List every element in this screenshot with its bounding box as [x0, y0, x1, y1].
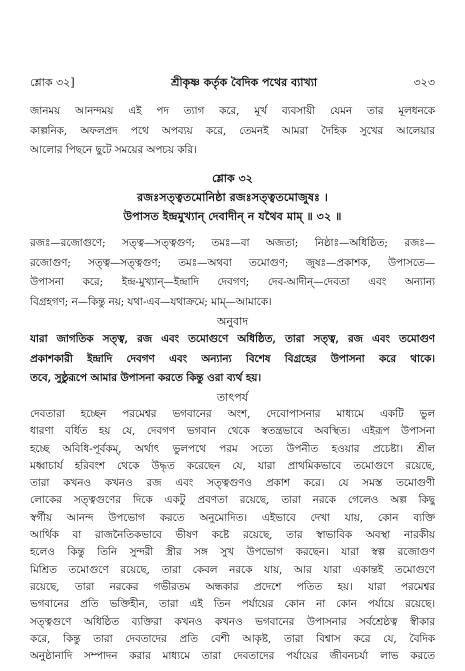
text-line: ধারণা বর্ধিত হয় যে, দেবগণ ভগবান থেকে স্বতন্ত্রভাবে অবস্থিত। এইরূপ উপাসনা [30, 425, 435, 438]
purport-heading: তাৎপর্য [216, 391, 249, 404]
text-line: আর্থিক বা রাজনৈতিকভাবে ভীষণ কষ্টে রয়েছে, তার স্বাভাবিক অবস্থা নারকীয় [30, 529, 435, 542]
text-line: মিশ্রিত তমোগুণে রয়েছে, তারা কেবল নরকে যায়, আর যারা একান্তই তমোগুণে [30, 563, 435, 576]
header-title: শ্রীকৃষ্ণ কর্তৃক বৈদিক পথের ব্যাখ্যা [171, 76, 318, 89]
text-line: তবে, সুষ্ঠুরূপে আমার উপাসনা করতে কিন্তু ওরা ব্যর্থ হয়। [30, 372, 262, 384]
text-line: দেবতারা হচ্ছেন পরমেশ্বর ভগবানের অংশ, দেবোপাসনার মাধ্যমে একটি ভুল [30, 408, 435, 420]
text-line: মধ্বাচার্য হরিবংশ থেকে উদ্ধৃত করেছেন যে, যারা প্রাথমিকভাবে তমোগুণে রয়েছে, [30, 459, 435, 472]
text-line: অনুষ্ঠানাদি সম্পাদন করার মাধ্যমে তারা দেবতাদের পর্যায়ের জীবনচর্যা লাভ করতে [30, 650, 435, 663]
text-line: উপাসনা করে; ইন্দ্র-মুখ্যান্—ইন্দ্রাদি দেবগণ; দেব-আদীন্—দেবতা এবং অন্যান্য [30, 276, 435, 288]
text-line: জানময় আনন্দময় এই পদ ত্যাগ করে, মূর্খ ব্যবসায়ী যেমন তার মূলধনকে [30, 105, 435, 117]
synonyms-paragraph [30, 234, 435, 312]
intro-paragraph [30, 102, 435, 161]
text-line: রয়েছে, তারা নরকের গভীরতম অন্ধকার প্রদেশে পতিত হয়। যারা পরমেশ্বর [30, 580, 435, 593]
text-line: সত্ত্বগুণে অধিষ্ঠিত ব্যক্তিরা কখনও কখনও ভগবানের উপাসনার সর্বশ্রেষ্ঠত্ব স্বীকার [30, 615, 435, 628]
text-line: স্বর্গীয় আনন্দ উপভোগ করতে অনুমোদিত। এইভাবে দেখা যায়, কোন ব্যক্তি [30, 511, 435, 524]
text-line: তারা কখনও কখনও রজ এবং সত্ত্বগুণও প্রকাশ করে। যে সমস্ত তমোগুণী [30, 477, 435, 490]
text-line: হলেও কিন্তু তিনি সুন্দরী স্ত্রীর সঙ্গ সুখ উপভোগ করছেন। যারা স্বল্প রজোগুণ [30, 546, 435, 559]
translation-heading: অনুবাদ [216, 315, 249, 328]
verse-line: রজঃসত্ত্বতমোনিষ্ঠা রজঃসত্ত্বতমোজুষঃ । [137, 190, 328, 204]
page-number: ৩২৩ [413, 76, 435, 89]
verse-heading: শ্লোক ৩২ [212, 172, 253, 185]
text-line: রজোগুণ; সত্ত্ব—সত্ত্বগুণ; তমঃ—অথবা তমোগুণ; জুষঃ—প্রকাশক, উপাসতে— [30, 256, 435, 269]
text-line: লোকের সত্ত্বগুণের দিকে একটু প্রবণতা রয়েছে, তারা নরকে গেলেও অল্প কিছু [30, 494, 435, 507]
text-line: আলোর পিছনে ছুটে সময়ের অপচয় করি। [30, 144, 197, 156]
text-line: কাল্পনিক, অফলপ্রদ পথে অপব্যয় করে, তেমনই আমরা দৈহিক সুখের আলেয়ার [30, 124, 435, 137]
text-line: করে, কিন্তু তারা দেবতাদের প্রতি বেশী আকৃষ্ট, তারা বিশ্বাস করে যে, বৈদিক [30, 632, 435, 645]
text-line: রজঃ—রজোগুণে; সত্ত্ব—সত্ত্বগুণ; তমঃ—বা অজতা; নিষ্ঠাঃ—অধিষ্ঠিত; রজঃ— [30, 237, 435, 249]
verse-line: উপাসত ইন্দ্রমুখ্যান্ দেবাদীন্ ন যথৈব মাম্ ॥ ৩২ ॥ [123, 209, 342, 223]
running-header [30, 74, 435, 90]
text-line: যারা জাগতিক সত্ত্ব, রজ এবং তমোগুণে অধিষ্ঠিত, তারা সত্ত্ব, রজ এবং তমোগুণ [30, 333, 435, 345]
verse-text [30, 188, 435, 226]
text-line: বিগ্রহগণ; ন—কিন্তু নয়; যথা-এব—যথাক্রমে; মাম্—আমাকে। [30, 295, 272, 308]
text-line: হচ্ছে অবিধি-পূর্বকম্, অর্থাৎ ভুলপথে পরম সত্যে উপনীত হওয়ার প্রচেষ্টা। শ্রীল [30, 442, 435, 455]
translation-paragraph [30, 330, 435, 389]
header-verse-ref: শ্লোক ৩২] [30, 76, 75, 89]
text-line: প্রকাশকারী ইন্দ্রাদি দেবগণ এবং অন্যান্য বিশেষ বিগ্রহের উপাসনা করে থাকে। [30, 352, 435, 365]
text-line: ভগবানের প্রতি ভক্তিহীন, তারা এই তিন পর্যায়ের কোন না কোন পর্যায়ে রয়েছে। [30, 598, 435, 611]
purport-paragraph [30, 406, 435, 665]
